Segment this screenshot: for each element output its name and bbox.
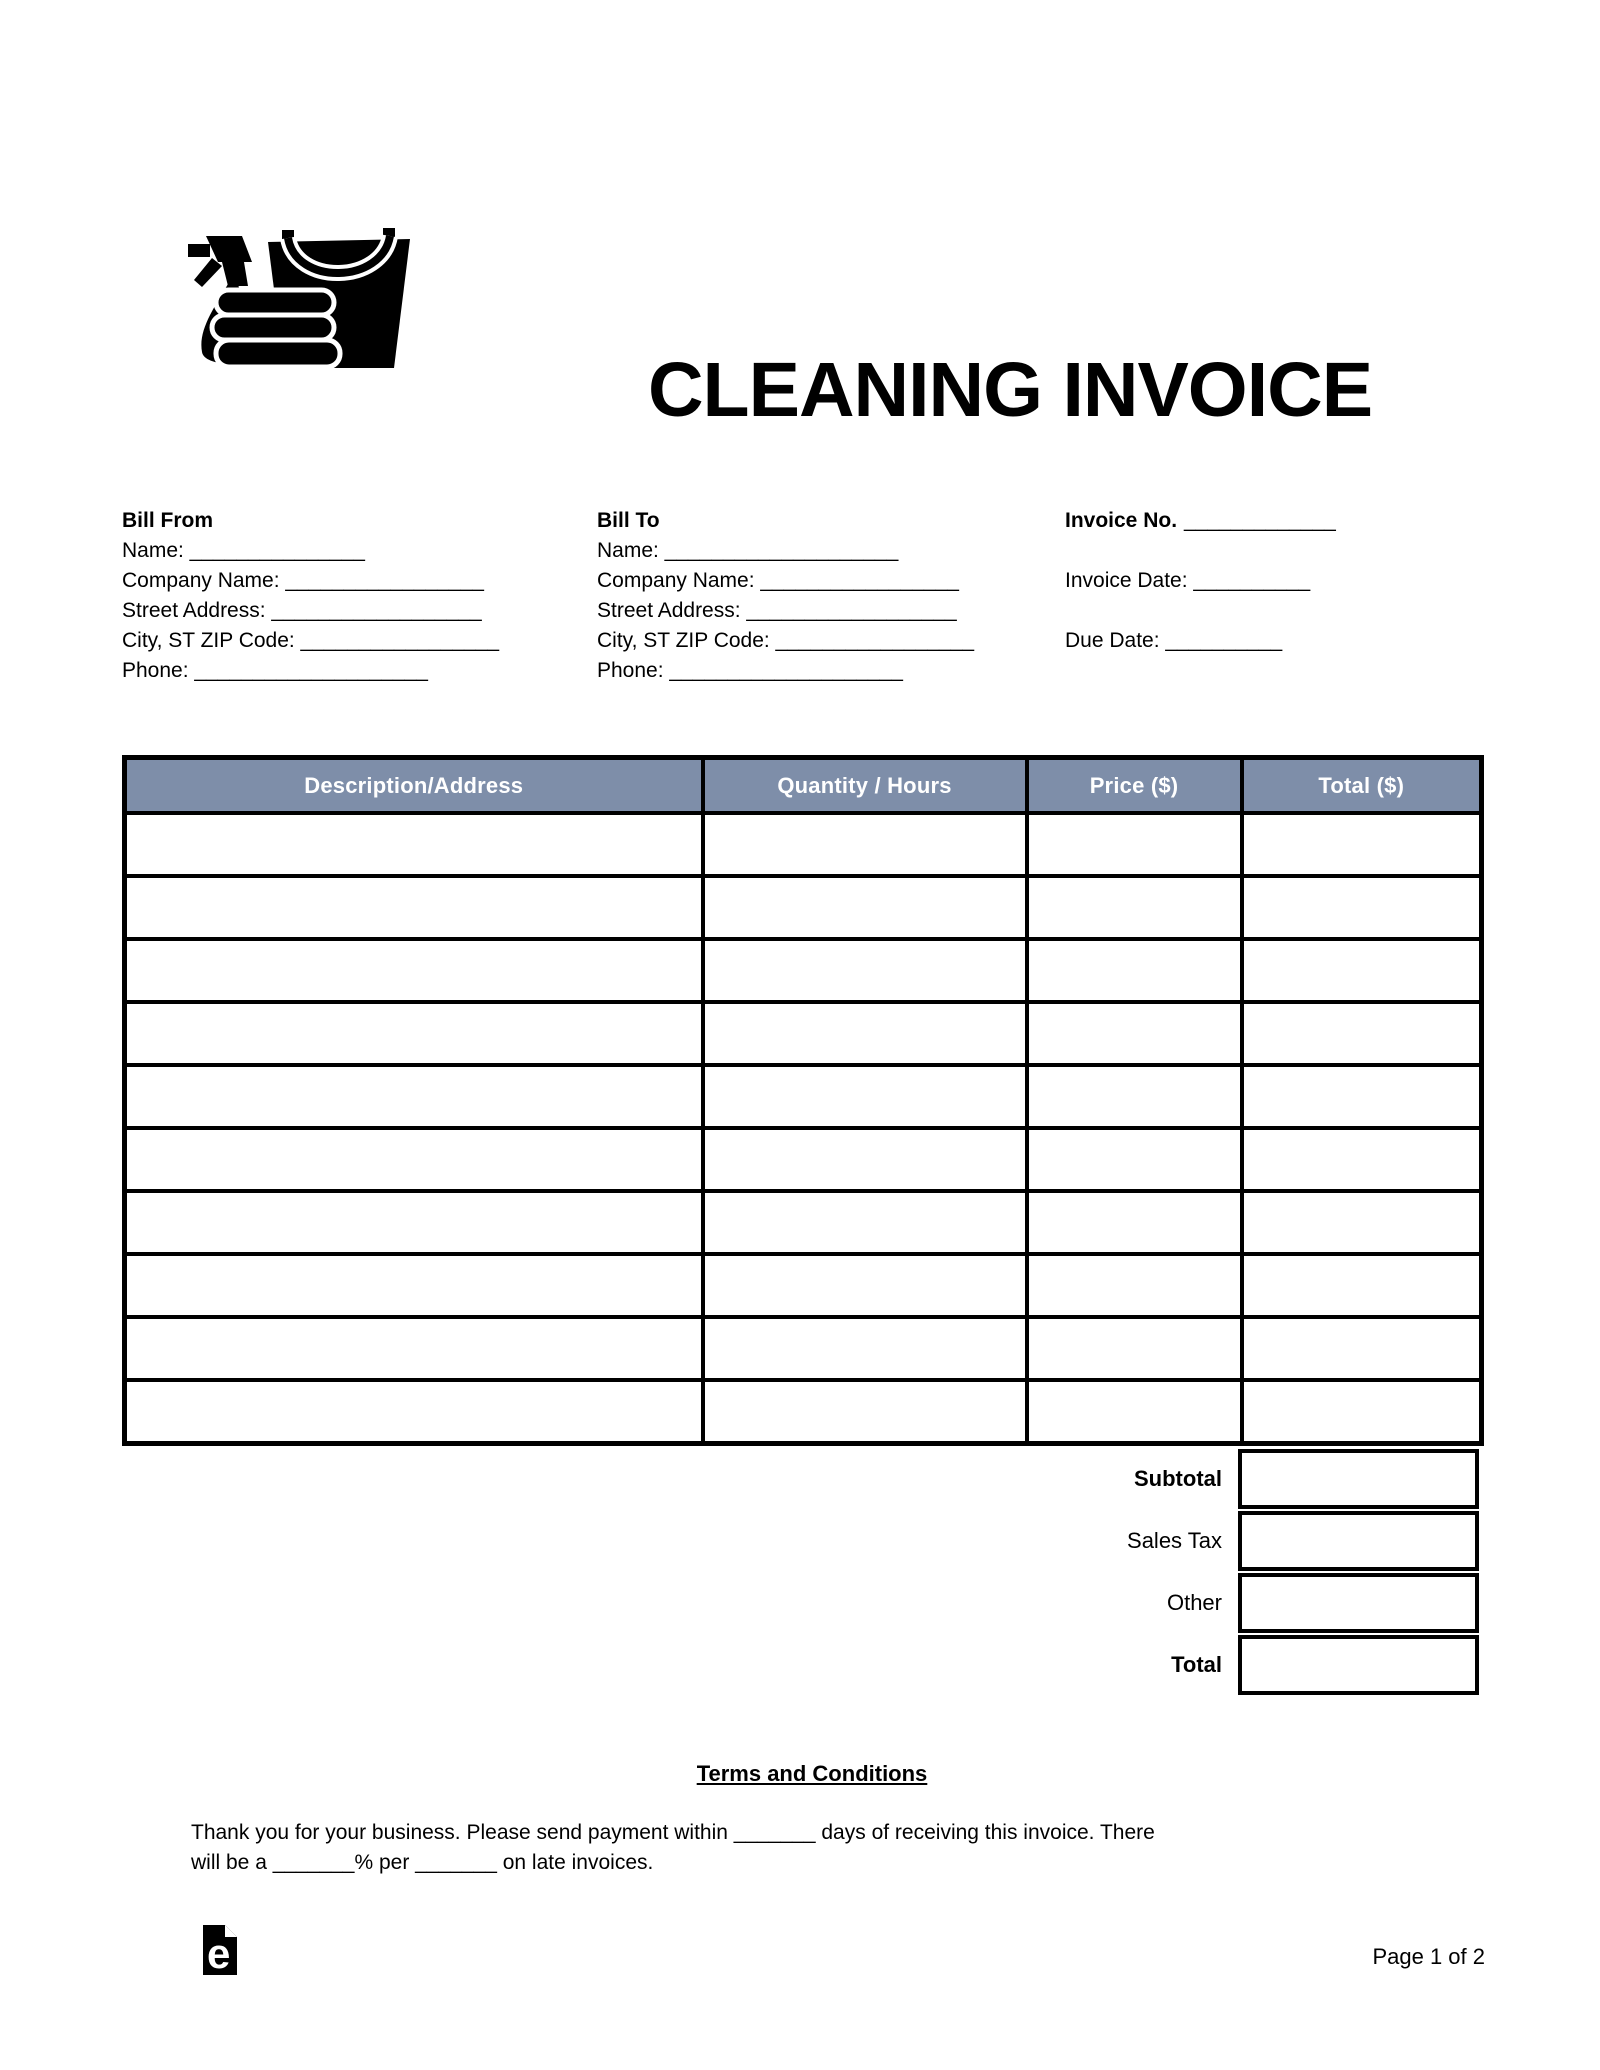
table-cell <box>1242 1380 1482 1444</box>
table-cell <box>703 939 1027 1002</box>
table-cell <box>703 813 1027 876</box>
table-cell <box>1242 1128 1482 1191</box>
table-cell <box>1242 1254 1482 1317</box>
summary-value-box <box>1238 1449 1479 1509</box>
bill-to-company-field: Company Name: _________________ <box>597 569 959 592</box>
bill-from-city-field: City, ST ZIP Code: _________________ <box>122 629 500 652</box>
invoice-date-field: Invoice Date: __________ <box>1065 569 1311 592</box>
column-header-price: Price ($) <box>1027 758 1242 814</box>
terms-line-1: Thank you for your business. Please send payment within _______ days of receiving this invoice. There <box>191 1821 1155 1844</box>
table-row <box>125 1254 1482 1317</box>
bill-from-street-field: Street Address: __________________ <box>122 599 482 622</box>
table-cell <box>703 876 1027 939</box>
invoice-number-field <box>1065 506 1336 536</box>
table-cell <box>703 1317 1027 1380</box>
table-cell <box>1242 1317 1482 1380</box>
terms-paragraph <box>191 1818 1155 1878</box>
table-row <box>125 1065 1482 1128</box>
invoice-number-label: Invoice No. <box>1065 509 1178 532</box>
bill-from-heading: Bill From <box>122 509 214 532</box>
eforms-document-icon <box>203 1925 237 1975</box>
table-cell <box>703 1380 1027 1444</box>
cleaning-spray-towels-bag-icon <box>186 224 414 372</box>
line-items-table <box>122 755 1484 1446</box>
table-cell <box>1242 1002 1482 1065</box>
bill-to-city-field: City, ST ZIP Code: _________________ <box>597 629 975 652</box>
summary-label: Other <box>1166 1590 1222 1615</box>
table-cell <box>1242 876 1482 939</box>
table-row <box>125 813 1482 876</box>
table-cell <box>125 1002 703 1065</box>
bill-to-name-field: Name: ____________________ <box>597 539 899 562</box>
due-date-field: Due Date: __________ <box>1065 629 1283 652</box>
table-cell <box>125 1128 703 1191</box>
table-row <box>125 939 1482 1002</box>
table-cell <box>1242 1191 1482 1254</box>
table-cell <box>125 1254 703 1317</box>
terms-line-2: will be a _______% per _______ on late invoices. <box>191 1851 654 1874</box>
bill-to-phone-field: Phone: ____________________ <box>597 659 903 682</box>
table-row <box>125 1380 1482 1444</box>
table-row <box>125 876 1482 939</box>
table-cell <box>1242 1065 1482 1128</box>
table-cell <box>1027 1380 1242 1444</box>
table-cell <box>125 1065 703 1128</box>
invoice-meta-section <box>1065 506 1336 656</box>
summary-value-box <box>1238 1635 1479 1695</box>
table-cell <box>125 1317 703 1380</box>
bill-from-company-field: Company Name: _________________ <box>122 569 484 592</box>
summary-label: Total <box>1171 1652 1222 1677</box>
bill-from-phone-field: Phone: ____________________ <box>122 659 428 682</box>
summary-row-total <box>122 1635 1479 1695</box>
table-cell <box>1242 813 1482 876</box>
table-cell <box>125 1191 703 1254</box>
terms-heading: Terms and Conditions <box>696 1761 928 1786</box>
column-header-total: Total ($) <box>1242 758 1482 814</box>
table-cell <box>1027 1128 1242 1191</box>
table-cell <box>125 876 703 939</box>
table-cell <box>1027 939 1242 1002</box>
table-cell <box>1027 1191 1242 1254</box>
summary-value-box <box>1238 1573 1479 1633</box>
table-cell <box>125 939 703 1002</box>
summary-row-other <box>122 1573 1479 1633</box>
table-cell <box>1027 1317 1242 1380</box>
table-cell <box>1242 939 1482 1002</box>
table-cell <box>1027 1065 1242 1128</box>
table-cell <box>125 813 703 876</box>
table-header-row <box>125 758 1482 814</box>
bill-to-section <box>597 506 974 686</box>
table-cell <box>125 1380 703 1444</box>
totals-summary-section <box>122 1449 1479 1697</box>
table-cell <box>703 1254 1027 1317</box>
table-cell <box>703 1002 1027 1065</box>
bill-from-name-field: Name: _______________ <box>122 539 365 562</box>
table-row <box>125 1128 1482 1191</box>
table-cell <box>1027 813 1242 876</box>
table-cell <box>1027 1002 1242 1065</box>
table-row <box>125 1002 1482 1065</box>
bill-to-heading: Bill To <box>597 509 660 532</box>
summary-label: Sales Tax <box>1127 1528 1222 1553</box>
table-cell <box>703 1128 1027 1191</box>
bill-from-section <box>122 506 499 686</box>
table-cell <box>703 1191 1027 1254</box>
eforms-logo <box>203 1925 237 1980</box>
column-header-description-address: Description/Address <box>125 758 703 814</box>
table-cell <box>703 1065 1027 1128</box>
cleaning-supplies-logo <box>186 224 414 377</box>
table-row <box>125 1317 1482 1380</box>
page-title: CLEANING INVOICE <box>647 347 1373 433</box>
invoice-number-blank: _____________ <box>1184 509 1336 532</box>
table-row <box>125 1191 1482 1254</box>
page-number: Page 1 of 2 <box>1372 1944 1485 1969</box>
bill-to-street-field: Street Address: __________________ <box>597 599 957 622</box>
column-header-quantity-hours: Quantity / Hours <box>703 758 1027 814</box>
table-cell <box>1027 1254 1242 1317</box>
summary-row-subtotal <box>122 1449 1479 1509</box>
summary-value-box <box>1238 1511 1479 1571</box>
svg-text:e: e <box>207 1930 231 1975</box>
summary-label: Subtotal <box>1134 1466 1222 1491</box>
summary-row-sales-tax <box>122 1511 1479 1571</box>
table-cell <box>1027 876 1242 939</box>
